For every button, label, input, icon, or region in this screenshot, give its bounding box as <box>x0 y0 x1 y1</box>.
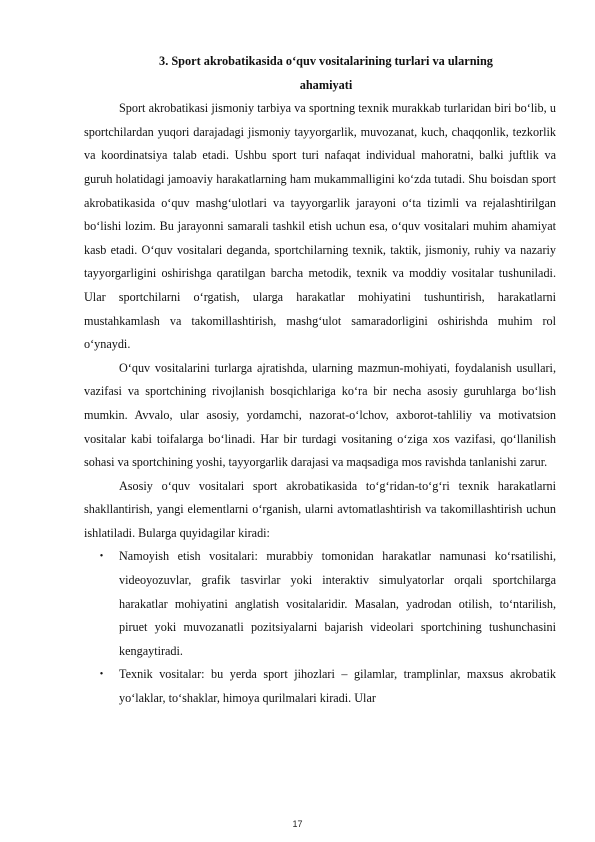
paragraph-classification: O‘quv vositalarini turlarga ajratishda, ularning mazmun-mohiyati, foydalanish usullari, vazifasi va sportchining rivojlanish bosqichlariga ko‘ra bir necha asosiy guruhlarga bo‘lish mumkin. Avvalo, ular asosiy, yordamchi, nazorat-o‘lchov, axborot-tahliliy va motivatsion vositalar kabi toifalarga bo‘linadi. Har bir turdagi vositaning o‘ziga xos vazifasi, qo‘llanilish sohasi va sportchining yoshi, tayyorgarlik darajasi va maqsadiga mos ravishda tanlanishi zarur. <box>84 360 556 470</box>
list-item-text: Namoyish etish vositalari: murabbiy tomonidan harakatlar namunasi ko‘rsatilishi, videoyozuvlar, grafik tasvirlar yoki interaktiv simulyatorlar orqali sportchilarga harakatlar mohiyatini anglatish vositalaridir. Masalan, yadrodan otilish, to‘ntarilish, piruet yoki muvozanatli pozitsiyalarni bajarish videolari sportchining tushunchasini kengaytiradi. <box>119 549 556 658</box>
section-title <box>84 50 556 97</box>
paragraph-intro: Sport akrobatikasi jismoniy tarbiya va sportning texnik murakkab turlaridan biri bo‘lib, u sportchilardan yuqori darajadagi jismoniy tayyorgarlik, muvozanat, kuch, chaqqonlik, tezkorlik va koordinatsiya talab etadi. Ushbu sport turi nafaqat individual mahoratni, balki juftlik va guruh holatidagi jamoaviy harakatlarning ham mukammalligini ko‘zda tutadi. Shu boisdan sport akrobatikasida o‘quv mashg‘ulotlari va tayyorgarlik jarayoni o‘ta tizimli va rejalashtirilgan bo‘lishi lozim. Bu jarayonni samarali tashkil etish uchun esa, o‘quv vositalari muhim ahamiyat kasb etadi. O‘quv vositalari deganda, sportchilarning texnik, taktik, jismoniy, ruhiy va nazariy tayyorgarligini oshirishga qaratilgan barcha metodik, texnik va moddiy vositalar tushuniladi. Ular sportchilarni o‘rgatish, ularga harakatlar mohiyatini tushuntirish, harakatlarni mustahkamlash va takomillashtirish, mashg‘ulot samaradorligini oshirishda muhim rol o‘ynaydi. <box>84 101 556 352</box>
list-item <box>84 663 556 710</box>
list-item-text: Texnik vositalar: bu yerda sport jihozlari – gilamlar, tramplinlar, maxsus akrobatik yo‘laklar, to‘shaklar, himoya qurilmalari kiradi. Ular <box>119 667 556 706</box>
bullet-icon: • <box>99 669 104 681</box>
page-number: 17 <box>292 819 303 829</box>
bullet-icon: • <box>99 551 104 563</box>
document-page <box>84 50 556 711</box>
list-item <box>84 545 556 663</box>
paragraph-main-tools: Asosiy o‘quv vositalari sport akrobatikasida to‘g‘ridan-to‘g‘ri texnik harakatlarni shakllantirish, yangi elementlarni o‘rganish, ularni avtomatlashtirish va takomillashtirish uchun ishlatiladi. Bularga quyidagilar kiradi: <box>84 478 556 540</box>
bullet-list <box>84 545 556 710</box>
section-title-line-2: ahamiyati <box>299 77 353 92</box>
section-title-line-1: 3. Sport akrobatikasida o‘quv vositalarining turlari va ularning <box>159 54 493 68</box>
